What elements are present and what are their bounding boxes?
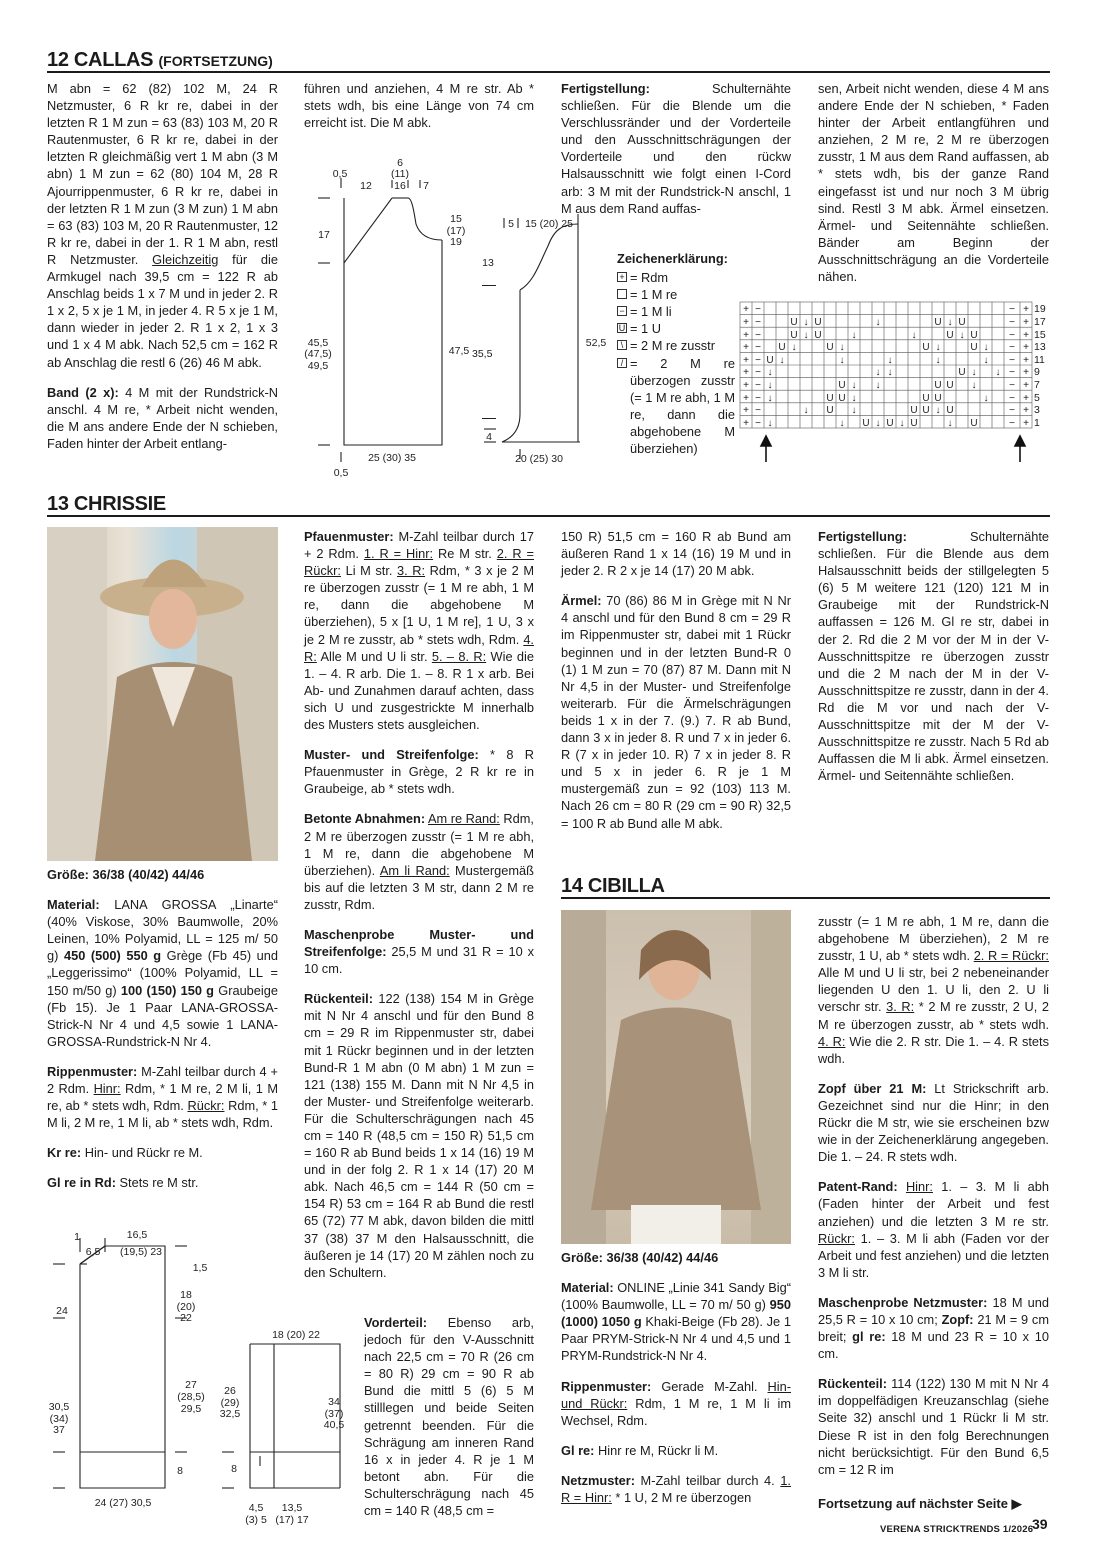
svg-text:U: U <box>814 330 822 341</box>
chrissie-col2: Pfauenmuster: M-Zahl teilbar durch 17 + 2 Rdm. 1. R = Hinr: Re M str. 2. R = Rückr: Li M str. 3. R: Rdm, * 3 x je 2 M re überzogen zusstr (= 1 M re abh, 1 M re, dann die abgehobene M überziehen), 5 x [1 U, 1 M re], 1 U, 3 x je 2 M re zusstr, ab * stets wdh, Rdm. 4. R: Alle M und U li str. 5. – 8. R: Wie die 1. – 4. R arb. Die 1. – 8. R 1 x arb. Bei Ab- und Zunahmen darauf achten, dass sich U und zusgestrickte M innerhalb des Musters stets ausgleichen. Muster- und Streifenfolge: * 8 R Pfauenmuster in Grège, 2 R kr re in Graubeige, ab * stets wdh. Betonte Abnahmen: Am re Rand: Rdm, 2 M re überzogen zusstr (= 1 M re abh, 1 M re, dann die abgehobene M überziehen). Am li Rand: Mustergemäß bis auf die letzten 3 M str, dann 2 M re zusstr, Rdm. Maschenprobe Muster- und Streifenfolge: 25,5 M und 31 R = 10 x 10 cm. Rückenteil: 122 (138) 154 M in Grège mit N Nr 4 anschl und für den Bund 8 cm = 29 R im Rippenmuster str, dabei mit 1 Rückr beginnen und in der letzten Bund-R 1 M abn (0 M abn) 1 M zun = 121 (138) 155 M. Dann mit N Nr 4,5 in der Muster- und Streifenfolge weiterarb. Für die Schulterschrägungen nach 45 cm = 140 R (48,5 cm = 150 R) 51,5 cm = 160 R ab Bund beids 1 x 14 (16) 19 M und in der folg 2. R 1 x 14 (17) 20 M abk. Nach 46,5 cm = 144 R (50 cm = 154 R) 53 cm = 164 R ab Bund die restl 65 (72) 77 M abk, davon bilden die mittl 37 (38) 37 M den Halsausschnitt, die äußeren je 14 (17) 20 M zählen noch zu den Schultern. <box>304 529 534 1280</box>
svg-text:(17) 17: (17) 17 <box>275 1514 309 1526</box>
row-number: 19 <box>1034 303 1046 315</box>
svg-text:17: 17 <box>318 229 330 241</box>
svg-text:−: − <box>1009 367 1015 378</box>
row-number: 11 <box>1034 354 1045 366</box>
svg-text:+: + <box>743 367 749 378</box>
svg-text:↓: ↓ <box>791 342 797 353</box>
cibilla-col2: zusstr (= 1 M re abh, 1 M re, dann die abgehobene M überziehen), 2 M re zusstr, 1 U, ab * stets wdh. 2. R = Rückr: Alle M und U li str, bei 2 nebeneinander liegenden U den 1. U li, den 2. U li verschr str. 3. R: * 2 M re zusstr, 2 U, 2 M re überzogen zusstr, ab * stets wdh. 4. R: Wie die 2. R str. Die 1. – 4. R stets wdh. Zopf über 21 M: Lt Strickschrift arb. Gezeichnet sind nur die Hinr; in den Rückr die M str, wie sie erscheinen bzw wie in der Zeichenerklärung angegeben. Die 1. – 24. R stets wdh. Patent-Rand: Hinr: 1. – 3. M li abh (Faden hinter der Arbeit und fest anziehen) und die letzten 3 M re str. Rückr: 1. – 3. M li abh (Faden vor der Arbeit und fest anziehen) und die letzten 3 M li str. Maschenprobe Netzmuster: 18 M und 25,5 R = 10 x 10 cm; Zopf: 21 M = 9 cm breit; gl re: 18 M und 23 R = 10 x 10 cm. Rückenteil: 114 (122) 130 M mit N Nr 4 im doppelfädigen Kreuzanschlag (siehe Seite 32) anschl und 1 Rückr li M str. Diese R ist in den folg Berechnungen nicht berücksichtigt. Für den Bund 6,5 cm = 12 R im <box>818 914 1049 1477</box>
svg-text:−: − <box>1009 380 1015 391</box>
svg-text:−: − <box>1009 393 1015 404</box>
svg-text:U: U <box>790 317 798 328</box>
svg-text:U: U <box>958 317 966 328</box>
svg-text:13,5: 13,5 <box>281 1502 303 1514</box>
svg-text:(34): (34) <box>49 1413 69 1425</box>
svg-text:12: 12 <box>360 180 372 192</box>
svg-text:↓: ↓ <box>887 367 893 378</box>
svg-text:24: 24 <box>56 1305 68 1317</box>
svg-text:↓: ↓ <box>947 418 953 429</box>
svg-text:↓: ↓ <box>875 317 881 328</box>
divider <box>47 515 1050 517</box>
svg-text:U: U <box>934 317 942 328</box>
callas-dim-35-5: 35,5 <box>472 348 493 360</box>
callas-col3: Fertigstellung: Schulternähte schließen. Für die Blende um die Verschlussränder und der Vorderteile und den Ausschnittschrägungen der Vorderteile und den rückw Halsausschnitt wie folgt einen I-Cord arb: 3 M mit der Rundstrick-N anschl, 1 M aus dem Rand auffas- <box>561 81 791 216</box>
row-number: 3 <box>1034 404 1040 416</box>
svg-text:1,5: 1,5 <box>192 1262 208 1274</box>
svg-text:U: U <box>946 405 954 416</box>
svg-text:+: + <box>743 405 749 416</box>
yarn-over-icon: U <box>618 323 626 334</box>
divider <box>561 897 1050 899</box>
svg-text:+: + <box>1023 380 1029 391</box>
photo-chrissie <box>47 527 278 861</box>
row-number: 9 <box>1034 366 1040 378</box>
chrissie-col3: 150 R) 51,5 cm = 160 R ab Bund am äußeren Rand 1 x 14 (16) 19 M und in jeder 2. R 2 x je 14 (17) 20 M abk. Ärmel: 70 (86) 86 M in Grège mit N Nr 4 anschl und für den Bund 8 cm = 29 R im Rippenmuster str, dabei mit 1 Rückr beginnen und in der letzten Bund-R 0 (1) 1 M zun = 70 (87) 87 M. Dann mit N Nr 4,5 in der Muster- und Streifenfolge weiterarb. Für die Ärmelschrägungen beids 1 x in der 7. (9.) 7. R ab Bund, dann 3 x in jeder 8. R und 7 x in jeder 6. R (7 x in jeder 10. R) 7 x in jeder 8. R und 5 x in jeder 6. R je 1 M mustergemäß zun = 92 (103) 113 M. Nach 26 cm = 80 R (29 cm = 90 R) 32,5 = 100 R ab Bund alle M abk. <box>561 529 791 831</box>
svg-text:U: U <box>910 405 918 416</box>
svg-text:6,5: 6,5 <box>85 1246 101 1258</box>
svg-text:U: U <box>826 405 834 416</box>
svg-text:47,5: 47,5 <box>448 345 470 357</box>
svg-text:+: + <box>743 304 749 315</box>
svg-text:U: U <box>826 393 834 404</box>
svg-text:↓: ↓ <box>803 317 809 328</box>
svg-text:1: 1 <box>74 1231 80 1243</box>
chrissie-col1: Größe: 36/38 (40/42) 44/46 Material: LANA GROSSA „Linarte“ (40% Viskose, 30% Baumwolle, 20% Leinen, 10% Polyamid, LL = 125 m/ 50 g) 450 (500) 550 g Grège (Fb 45) und „Leggerissimo“ (100% Polyamid, LL = 150 m/50 g) 100 (150) 150 g Graubeige (Fb 15). Je 1 Paar LANA-GROSSA-Strick-N Nr 4 und 4,5 sowie 1 LANA-GROSSA-Rundstrick-N Nr 4. Rippenmuster: M-Zahl teilbar durch 4 + 2 Rdm. Hinr: Rdm, * 1 M re, 2 M li, 1 M re, ab * stets wdh, Rdm. Rückr: Rdm, * 1 M li, 2 M re, 1 M li, ab * stets wdh, Rdm. Kr re: Hin- und Rückr re M. Gl re in Rd: Stets re M str. <box>47 867 279 1191</box>
svg-text:(17): (17) <box>446 225 466 237</box>
model-illustration <box>47 527 278 861</box>
svg-text:U: U <box>946 330 954 341</box>
svg-text:↓: ↓ <box>947 317 953 328</box>
svg-text:↓: ↓ <box>971 367 977 378</box>
svg-text:U: U <box>970 342 978 353</box>
svg-text:+: + <box>743 418 749 429</box>
page-number: 39 <box>1032 1516 1048 1532</box>
svg-text:4,5: 4,5 <box>248 1502 264 1514</box>
svg-text:6: 6 <box>397 157 403 169</box>
callas-col1: M abn = 62 (82) 102 M, 24 R Netzmuster, 6 R kr re, dabei in der letzten R 1 M zun = 63 (83) 103 M, 20 R Rautenmuster, 6 R kr re, dabei in der letzten R gleichmäßig vert 1 M abn (3 M abn) 1 M zun = 62 (80) 104 M, 28 R Ajourrippenmuster, 6 R kr re, dabei in der letzten R 1 M zun (3 M zun) 1 M abn = 63 (83) 103 M, 20 R Rautenmuster, 12 R kr re, dabei in der 1. R 1 M abn, restl R Netzmuster. Gleichzeitig für die Armkugel nach 39,5 cm = 122 R ab Anschlag beids 1 x 7 M und in jeder 2. R 1 x 2, 5 x je 1 M, in jeder 4. R 5 x je 1 M, dann wieder in jeder 2. R 1 x 2, 1 x 3 und 1 x 4 M abk. Nach 52,5 cm = 162 R ab Anschlag die restl 6 (26) 46 M abk. Band (2 x): 4 M mit der Rundstrick-N anschl. 4 M re, * Arbeit nicht wenden, die M ans andere Ende der N schieben, Faden hinter der Arbeit entlang- <box>47 81 279 451</box>
k2tog-icon: \ <box>617 340 627 350</box>
svg-text:−: − <box>755 405 761 416</box>
svg-text:−: − <box>1009 304 1015 315</box>
svg-text:19: 19 <box>450 236 462 248</box>
svg-text:U: U <box>862 418 870 429</box>
ssk-icon: / <box>617 358 627 368</box>
svg-text:↓: ↓ <box>899 418 905 429</box>
svg-text:U: U <box>970 418 978 429</box>
svg-text:49,5: 49,5 <box>307 360 329 372</box>
row-number: 5 <box>1034 392 1040 404</box>
svg-text:U: U <box>910 418 918 429</box>
svg-text:U: U <box>838 380 846 391</box>
svg-text:U: U <box>826 342 834 353</box>
svg-text:↓: ↓ <box>983 393 989 404</box>
svg-text:52,5: 52,5 <box>585 337 607 349</box>
svg-text:↓: ↓ <box>971 380 977 391</box>
svg-text:0,5: 0,5 <box>332 168 348 180</box>
svg-text:U: U <box>970 330 978 341</box>
row-number: 15 <box>1034 329 1046 341</box>
svg-text:−: − <box>755 317 761 328</box>
svg-text:(29): (29) <box>220 1397 240 1409</box>
svg-text:↓: ↓ <box>995 367 1001 378</box>
svg-text:(47,5): (47,5) <box>304 348 332 360</box>
knitting-chart <box>740 300 1055 465</box>
svg-text:5: 5 <box>508 218 514 230</box>
chrissie-body-schematic <box>47 1226 217 1509</box>
svg-text:+: + <box>1023 418 1029 429</box>
callas-back-schematic <box>304 150 470 480</box>
svg-text:+: + <box>1023 405 1029 416</box>
magazine-footer: VERENA STRICKTRENDS 1/2026 <box>880 1524 1034 1535</box>
svg-text:U: U <box>946 380 954 391</box>
svg-text:(37): (37) <box>324 1408 344 1420</box>
svg-text:↓: ↓ <box>983 355 989 366</box>
svg-text:↓: ↓ <box>767 380 773 391</box>
svg-text:↓: ↓ <box>935 342 941 353</box>
svg-text:+: + <box>743 380 749 391</box>
model-illustration <box>561 910 791 1244</box>
svg-text:↓: ↓ <box>983 342 989 353</box>
row-number: 13 <box>1034 341 1046 353</box>
purl-icon: − <box>617 306 627 316</box>
svg-text:U: U <box>934 380 942 391</box>
svg-text:−: − <box>755 418 761 429</box>
svg-text:U: U <box>838 393 846 404</box>
svg-text:↓: ↓ <box>767 418 773 429</box>
svg-text:+: + <box>1023 304 1029 315</box>
svg-text:↓: ↓ <box>887 355 893 366</box>
svg-text:U: U <box>766 355 774 366</box>
edge-stitch-icon: + <box>617 272 627 282</box>
svg-text:↓: ↓ <box>875 418 881 429</box>
svg-text:U: U <box>886 418 894 429</box>
row-number: 17 <box>1034 316 1046 328</box>
continue-note: Fortsetzung auf nächster Seite ▶ <box>818 1496 1022 1511</box>
svg-text:37: 37 <box>53 1424 65 1436</box>
svg-text:+: + <box>1023 317 1029 328</box>
chart-legend: Zeichenerklärung: + = Rdm = 1 M re − = 1 M li U = 1 U \ = 2 M re zusstr / = 2 M re überzogen zusstr (= 1 M re abh, 1 M re, dann die abgehobene M überziehen) <box>617 251 735 457</box>
callas-col2: führen und anziehen, 4 M re str. Ab * stets wdh, bis eine Länge von 74 cm erreicht ist. Die M abk. <box>304 81 534 131</box>
svg-text:(3) 5: (3) 5 <box>245 1514 267 1526</box>
svg-text:U: U <box>922 405 930 416</box>
svg-text:8: 8 <box>177 1465 183 1477</box>
svg-text:−: − <box>1009 317 1015 328</box>
svg-text:−: − <box>1009 342 1015 353</box>
svg-text:↓: ↓ <box>851 380 857 391</box>
svg-text:18 (20) 22: 18 (20) 22 <box>272 1329 320 1341</box>
svg-text:32,5: 32,5 <box>219 1408 241 1420</box>
svg-text:+: + <box>743 355 749 366</box>
svg-text:+: + <box>743 317 749 328</box>
svg-text:25 (30) 35: 25 (30) 35 <box>368 452 416 464</box>
svg-text:↓: ↓ <box>851 405 857 416</box>
photo-cibilla <box>561 910 791 1244</box>
svg-text:+: + <box>1023 393 1029 404</box>
svg-text:↓: ↓ <box>803 330 809 341</box>
callas-sleeve-schematic <box>482 210 612 470</box>
svg-text:−: − <box>1009 405 1015 416</box>
svg-text:34: 34 <box>328 1396 340 1408</box>
svg-text:↓: ↓ <box>767 393 773 404</box>
svg-text:U: U <box>934 393 942 404</box>
svg-text:U: U <box>790 330 798 341</box>
svg-text:↓: ↓ <box>959 330 965 341</box>
svg-text:↓: ↓ <box>767 367 773 378</box>
svg-text:U: U <box>778 342 786 353</box>
svg-text:+: + <box>1023 367 1029 378</box>
svg-text:U: U <box>922 342 930 353</box>
svg-text:−: − <box>1009 330 1015 341</box>
svg-text:−: − <box>755 367 761 378</box>
svg-text:↓: ↓ <box>779 355 785 366</box>
svg-text:16,5: 16,5 <box>126 1229 148 1241</box>
svg-text:↓: ↓ <box>839 342 845 353</box>
svg-text:22: 22 <box>180 1312 192 1324</box>
svg-text:(11): (11) <box>391 168 409 180</box>
svg-text:−: − <box>755 380 761 391</box>
svg-text:+: + <box>743 330 749 341</box>
svg-text:+: + <box>1023 342 1029 353</box>
knit-icon <box>617 289 627 299</box>
svg-text:↓: ↓ <box>911 330 917 341</box>
svg-text:−: − <box>1009 418 1015 429</box>
svg-text:13: 13 <box>482 257 494 269</box>
svg-text:↓: ↓ <box>839 418 845 429</box>
svg-text:20 (25) 30: 20 (25) 30 <box>515 453 563 465</box>
svg-text:↓: ↓ <box>839 355 845 366</box>
svg-text:15: 15 <box>450 213 462 225</box>
svg-text:29,5: 29,5 <box>180 1403 202 1415</box>
svg-text:24 (27) 30,5: 24 (27) 30,5 <box>94 1497 152 1509</box>
svg-text:−: − <box>755 342 761 353</box>
svg-text:45,5: 45,5 <box>307 337 329 349</box>
svg-text:7: 7 <box>423 180 429 192</box>
svg-text:15 (20) 25: 15 (20) 25 <box>525 218 573 230</box>
cibilla-col1: Größe: 36/38 (40/42) 44/46 Material: ONLINE „Linie 341 Sandy Big“ (100% Baumwolle, LL = 70 m/ 50 g) 950 (1000) 1050 g Khaki-Beige (Fb 28). Je 1 Paar PRYM-Strick-N Nr 4 und 4,5 und 1 PRYM-Rundstrick-N Nr 4. Rippenmuster: Gerade M-Zahl. Hin- und Rückr: Rdm, 1 M re, 1 M li im Wechsel, Rdm. Gl re: Hinr re M, Rückr li M. Netzmuster: M-Zahl teilbar durch 4. 1. R = Hinr: * 1 U, 2 M re überzogen <box>561 1250 791 1506</box>
svg-text:−: − <box>755 330 761 341</box>
svg-text:↓: ↓ <box>935 405 941 416</box>
svg-text:−: − <box>1009 355 1015 366</box>
svg-text:U: U <box>922 393 930 404</box>
callas-col4: sen, Arbeit nicht wenden, diese 4 M ans andere Ende der N schieben, * Faden hinter der Arbeit entlangführen und anziehen, 2 M re, 2 M re überzogen zusstr, 1 M aus dem Rand auffassen, ab * stets wdh, bis der ganze Rand eingefasst ist und nur noch 3 M übrig sind. Restl 3 M abk. Ärmel einsetzen. Ärmel- und Seitennähte schließen. Bänder am Beginn der Ausschnittschrägung an die Vorderteile nähen. <box>818 81 1049 285</box>
svg-text:8: 8 <box>231 1463 237 1475</box>
svg-text:(20): (20) <box>176 1301 196 1313</box>
section-title-cibilla: 14 CIBILLA <box>561 875 665 897</box>
svg-text:0,5: 0,5 <box>333 467 349 479</box>
svg-text:↓: ↓ <box>935 355 941 366</box>
svg-text:−: − <box>755 355 761 366</box>
svg-text:↓: ↓ <box>875 380 881 391</box>
svg-text:↓: ↓ <box>875 367 881 378</box>
svg-text:+: + <box>1023 330 1029 341</box>
svg-text:27: 27 <box>185 1379 197 1391</box>
svg-text:+: + <box>743 393 749 404</box>
svg-text:↓: ↓ <box>851 330 857 341</box>
svg-text:(19,5) 23: (19,5) 23 <box>119 1246 163 1258</box>
svg-text:18: 18 <box>180 1289 192 1301</box>
svg-text:↓: ↓ <box>851 393 857 404</box>
section-title-chrissie: 13 CHRISSIE <box>47 493 166 515</box>
svg-text:40,5: 40,5 <box>323 1419 345 1431</box>
row-number: 1 <box>1034 417 1040 429</box>
svg-text:↓: ↓ <box>803 405 809 416</box>
chrissie-col2b: Vorderteil: Ebenso arb, jedoch für den V-Ausschnitt nach 22,5 cm = 70 R (26 cm = 80 R) 29 cm = 90 R ab Bund die mittl 5 (6) 5 M stilllegen und beide Seiten getrennt beenden. Für die Schrägung am inneren Rand 16 x in jeder 4. R je 1 M betont abn. Für die Schulterschrägung nach 45 cm = 140 R (48,5 cm = <box>364 1315 534 1519</box>
section-title-callas: 12 CALLAS (FORTSETZUNG) <box>47 49 273 71</box>
svg-text:+: + <box>1023 355 1029 366</box>
divider <box>47 71 1050 73</box>
armhole-line <box>344 198 392 263</box>
svg-text:16: 16 <box>394 180 406 192</box>
svg-text:−: − <box>755 304 761 315</box>
svg-text:(28,5): (28,5) <box>177 1391 205 1403</box>
svg-text:−: − <box>755 393 761 404</box>
svg-text:26: 26 <box>224 1385 236 1397</box>
svg-text:+: + <box>743 342 749 353</box>
chrissie-sleeve-schematic <box>212 1316 354 1526</box>
svg-text:4: 4 <box>486 431 492 443</box>
chrissie-col4: Fertigstellung: Schulternähte schließen. Für die Blende aus dem Halsausschnitt beids der stillgelegten 5 (6) 5 M weitere 121 (120) 121 M in Graubeige mit der Rundstrick-N auffassen = 126 M. Gl re str, dabei in der 2. Rd die 2 M vor der M in der V-Ausschnittspitze re überzogen zusstr und die 2 M nach der M in der V-Ausschnittspitze re zusstr, dann in der 4. Rd die M vor und nach der V-Ausschnittspitze mit der M der V-Ausschnittspitze re zusstr. Nach 5 Rd ab Auffassen die M li abk. Ärmel einsetzen. Ärmel- und Seitennähte schließen. <box>818 529 1049 784</box>
svg-text:30,5: 30,5 <box>48 1401 70 1413</box>
row-number: 7 <box>1034 379 1040 391</box>
svg-text:U: U <box>958 367 966 378</box>
svg-text:U: U <box>814 317 822 328</box>
